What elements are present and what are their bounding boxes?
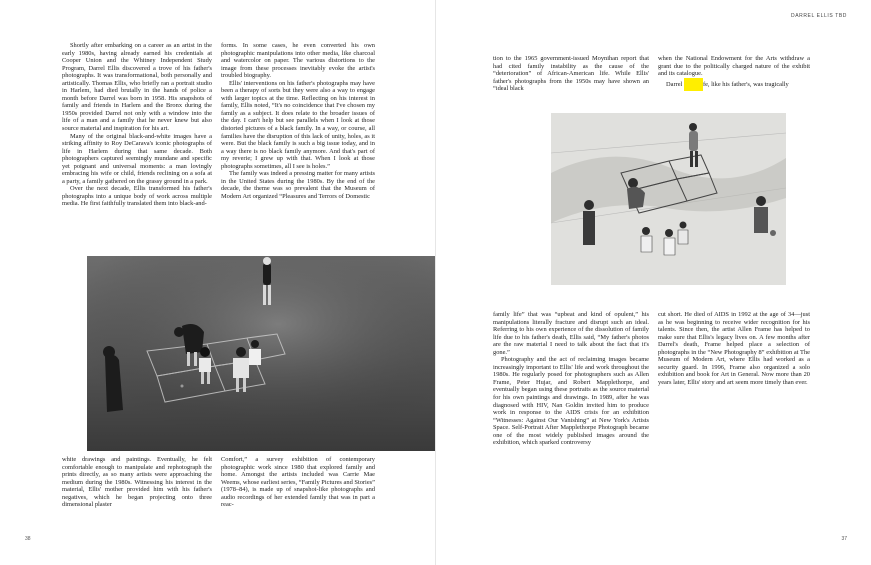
paragraph: Ellis' interventions on his father's photographs may have been a therapy of sorts but they were also a way to engage with larger topics at the time. Reflecting on his interest in family, Ellis noted, “It's no coincidence that I've chosen my family as a subject. It does relate to the broader issues of the day. I can't help but see parallels when I look at those distorted pictures of a black family. In a way, or course, all families have the disruption of this lack of unity, holes, as it were. But the black family is such a big issue today, and in a way there is no black family anymore. And that's part of my reverie; I grew up with that. When I look at those photographs sometimes, all I see is holes.” <box>221 79 375 170</box>
paragraph: Many of the original black-and-white images have a striking affinity to Roy DeCarava's iconic photographs of life in Harlem during that same decade. Both photographers captured seemingly mundane and specific yet poignant and universal moments: a man lovingly embracing his wife or child, friends reclining on a sofa at a party, a family gathered on the grassy ground in a park. <box>62 132 212 185</box>
paragraph: white drawings and paintings. Eventually, he felt comfortable enough to manipulate and rephotograph the prints directly, as so many artists were approaching the medium during the 1980s. Witnessing his interest in the material, Ellis' mother provided him with his father's negatives, which he began projecting onto three dimensional plaster <box>62 456 212 509</box>
paragraph: cut short. He died of AIDS in 1992 at the age of 34—just as he was beginning to receive wider recognition for his talents. Since then, the artist Allen Frame has helped to make sure that Ellis's legacy lives on. A few months after Darrel's death, Frame helped place a selection of photographs in the “New Photography 8” exhibition at The Museum of Modern Art, where Ellis had worked as a security guard. In 1996, Frame also organized a solo exhibition and book for Art in General. Now more than 20 years later, Ellis' story and art seem more timely than ever. <box>658 311 810 386</box>
running-head: DARREL ELLIS TBD <box>790 13 847 19</box>
paragraph: Shortly after embarking on a career as an artist in the early 1980s, having already earned his credentials at Cooper Union and the Whitney Independent Study Program, Darrel Ellis discovered a trove of his father's photographs. It was transformational, both personally and artistically. Thomas Ellis, who briefly ran a portrait studio in Harlem, had died brutally in the hands of police a month before Darrel was born in 1958. His snapshots of family and friends in Harlem and the Bronx during the 1950s provided Darrel not only with a window into the life of a man and a family that he never knew but also source material and inspiration for his art. <box>62 42 212 133</box>
paragraph: when the National Endowment for the Arts withdraw a grant due to the politically charged nature of the exhibit and its catalogue. <box>658 55 810 78</box>
hopscotch-photograph <box>87 256 435 451</box>
right-col-2-bottom <box>658 311 810 386</box>
left-col-1-bottom <box>62 456 212 509</box>
left-col-2-bottom <box>221 456 375 509</box>
folio-left: 38 <box>25 536 31 542</box>
right-page <box>436 0 871 565</box>
paragraph: Comfort,” a survey exhibition of contemporary photographic work since 1980 that explored family and home. Amongst the artists included was Carrie Mae Weems, whose earliest series, “Family Pictures and Stories” (1978–84), is made up of snapshot-like photographs and audio recordings of her extended family that was in part a reac- <box>221 456 375 509</box>
paragraph: The family was indeed a pressing matter for many artists in the United States during the 1980s. By the end of the decade, the theme was so prevalent that the Museum of Modern Art organized “Pleasures and Terrors of Domestic <box>221 170 375 200</box>
right-col-1-bottom <box>493 311 649 447</box>
left-col-2 <box>221 42 375 200</box>
left-col-1 <box>62 42 212 208</box>
paragraph: tion to the 1965 government-issued Moynihan report that had cited family instability as the cause of the “deterioration” of African-American life. While Ellis' father's photographs from the 1950s may have shown an “ideal black <box>493 55 649 93</box>
paragraph <box>658 78 810 91</box>
right-col-1-top <box>493 55 649 93</box>
paragraph: Over the next decade, Ellis transformed his father's photographs into a unique body of work across multiple media. He first faithfully translated them into black-and- <box>62 185 212 208</box>
highlight-marker <box>684 78 703 91</box>
paragraph: forms. In some cases, he even converted his own photographic manipulations into other media, like charcoal and watercolor on paper. The various distortions to the image from these processes inevitably evoke the artist's troubled biography. <box>221 42 375 80</box>
text-fragment: fe, like his father's, was tragically <box>702 80 789 88</box>
hopscotch-painting <box>551 113 786 285</box>
left-page <box>0 0 435 565</box>
folio-right: 37 <box>841 536 847 542</box>
paragraph: family life” that was “upbeat and kind of opulent,” his manipulations literally fracture and disrupt such an ideal. Referring to his own experience of the dissolution of family life due to his father's death, Ellis said, “My father's photos are the raw material I need to talk about the fact that it's gone.” <box>493 311 649 356</box>
text-fragment: Darrel <box>666 80 683 88</box>
right-col-2-top <box>658 55 810 91</box>
paragraph: Photography and the act of reclaiming images became increasingly important to Ellis' life and work throughout the 1980s. He regularly posed for photographers such as Allen Frame, Peter Hujar, and Robert Mapplethorpe, and eventually began using these portraits as the source material for his own paintings and drawings. In 1989, after he was diagnosed with HIV, Nan Goldin invited him to produce work in response to the AIDS crisis for an exhibition “Witnesses: Against Our Vanishing” at New York's Artists Space. Self-Portrait After Mapplethorpe Photograph became one of the most widely published images around the exhibition, which sparked controversy <box>493 356 649 447</box>
